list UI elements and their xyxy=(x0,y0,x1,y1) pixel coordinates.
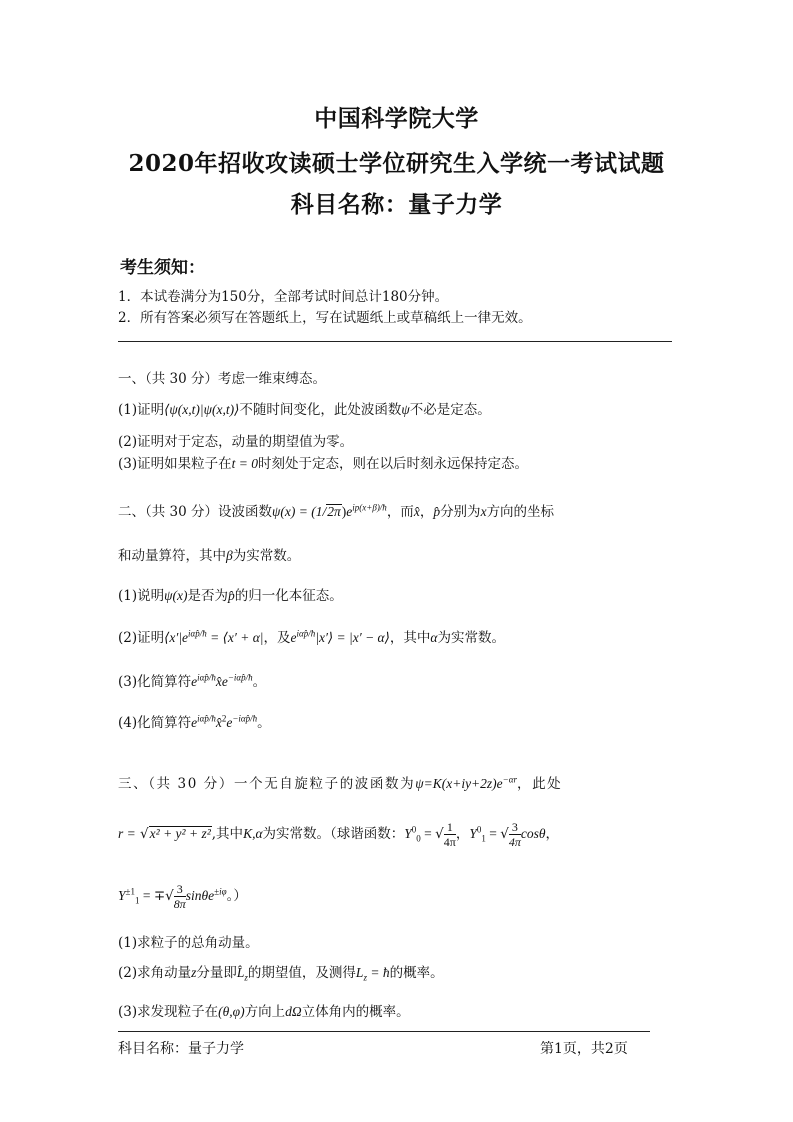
q2-p2-expr2: = ⟨x′ + α| xyxy=(206,630,264,645)
q3-psi-expr: ψ=K(x+iy+2z)e xyxy=(415,776,503,791)
q2-p1-phat: p̂ xyxy=(228,588,235,603)
q3-Y1pm-frac xyxy=(174,882,186,911)
q2-p3-mid: x̂e xyxy=(215,674,228,689)
q1-p3-a: (3)证明如果粒子在 xyxy=(118,456,232,472)
q3-psi-sup: −αr xyxy=(502,774,517,785)
q3-p3-b: 方向上 xyxy=(244,1004,286,1020)
q3-Y00-sup: 0 xyxy=(411,824,417,835)
q2-part3 xyxy=(118,670,266,690)
q3-Y00-frac xyxy=(444,820,456,849)
q2-p2-expr4: |x′⟩ = |x′ − α⟩ xyxy=(315,630,390,645)
divider xyxy=(118,341,672,342)
q2-p1-psi: ψ(x) xyxy=(164,588,188,603)
q2-p4-a: (4)化简算符 xyxy=(118,715,192,731)
q2-part1 xyxy=(118,584,343,604)
footer-page-number: 第1页，共2页 xyxy=(540,1041,628,1057)
q3-line3-end: 。） xyxy=(226,888,247,904)
q2-p4-s2: −iαp̂/ħ xyxy=(232,713,258,724)
q2-intro-line2-a: 和动量算符，其中 xyxy=(118,548,226,564)
q3-K-alpha: K,α xyxy=(243,826,263,841)
q2-p2-expr1: ⟨x′|e xyxy=(164,630,189,645)
subject-title: 科目名称：量子力学 xyxy=(290,191,503,218)
q3-Y10-sup: 0 xyxy=(476,824,482,835)
q2-p1-b: 是否为 xyxy=(187,588,228,604)
q3-Y10-den: 4π xyxy=(508,835,521,849)
q3-Y1pm-tail-sup: ±iφ xyxy=(214,886,227,897)
q3-p2-a: (2)求角动量 xyxy=(118,965,192,981)
q1-p3-expr: t = 0 xyxy=(231,456,258,471)
q2-p3-a: (3)化简算符 xyxy=(118,674,192,690)
q2-intro-line1 xyxy=(118,500,554,520)
university-title: 中国科学院大学 xyxy=(314,105,479,132)
q2-p4-sq: 2 xyxy=(221,713,227,724)
q2-p2-sup1: iαp̂/ħ xyxy=(188,628,207,639)
q1-intro: 一、（共 30 分）考虑一维束缚态。 xyxy=(118,371,327,387)
q3-p2-c: 的期望值，及测得 xyxy=(247,965,356,981)
q1-p1-expr: ⟨ψ(x,t)|ψ(x,t)⟩ xyxy=(164,402,240,417)
q2-intro-d: 方向的坐标 xyxy=(486,504,555,520)
q2-p4-mid: x̂ xyxy=(215,715,222,730)
q2-intro-b: ，而 xyxy=(386,504,414,520)
q3-Y1pm-den: 8π xyxy=(173,897,186,911)
footer-divider xyxy=(118,1031,650,1032)
q3-line2-b: 为实常数。（球谐函数： xyxy=(262,826,405,842)
q3-p2-z: z xyxy=(191,965,197,980)
q2-sqrt: 2π xyxy=(327,504,341,519)
q2-p3-b: 。 xyxy=(252,674,267,690)
q2-p2-expr3: e xyxy=(290,630,297,645)
q3-p2-L-sub: z xyxy=(363,972,367,983)
q2-p4-b: 。 xyxy=(257,715,271,731)
q3-p2-d: 的概率。 xyxy=(389,965,444,981)
q3-p2-Lz-sub: z xyxy=(244,972,248,983)
q2-beta: β xyxy=(226,548,233,563)
q3-Y1pm-sub: 1 xyxy=(134,895,140,906)
q2-p1-c: 的归一化本征态。 xyxy=(234,588,343,604)
q3-p3-dOmega: dΩ xyxy=(285,1004,302,1019)
q3-Y10-sub: 1 xyxy=(481,833,486,844)
q3-part2 xyxy=(118,961,444,981)
q3-Y1pm-sup: ±1 xyxy=(125,886,135,897)
q3-line2-a: ,其中 xyxy=(211,826,244,842)
q3-p2-L: L xyxy=(355,965,364,980)
q3-r-expr: r = xyxy=(118,826,136,841)
q1-p3-b: 时刻处于定态，则在以后时刻永远保持定态。 xyxy=(258,456,528,472)
q3-comma: ， xyxy=(455,826,470,842)
notice-item-1: 1．本试卷满分为150分，全部考试时间总计180分钟。 xyxy=(118,289,449,305)
q2-p2-sup3: iαp̂/ħ xyxy=(296,628,316,639)
q1-p1-a: (1)证明 xyxy=(118,402,165,418)
q3-intro-line1 xyxy=(118,772,562,792)
q3-Y00-den: 4π xyxy=(443,835,456,849)
q1-p1-b: 不随时间变化，此处波函数 xyxy=(239,402,402,418)
q2-p2-d: 为实常数。 xyxy=(437,630,505,646)
q2-p2-b: ，及 xyxy=(263,630,291,646)
q1-part3 xyxy=(118,452,528,472)
q3-Y10-num: 3 xyxy=(509,820,521,835)
q2-p4-e1: e xyxy=(191,715,198,730)
q3-intro-a: 三、（共 30 分）一个无自旋粒子的波函数为 xyxy=(118,776,416,792)
exam-title: 2020年招收攻读硕士学位研究生入学统一考试试题 xyxy=(128,150,665,177)
q2-p3-s1: iαp̂/ħ xyxy=(197,672,216,683)
q3-p2-b: 分量即 xyxy=(196,965,237,981)
q3-intro-b: ，此处 xyxy=(516,776,563,792)
q3-line2-end: ， xyxy=(545,826,559,842)
q1-p1-psi: ψ xyxy=(401,402,410,417)
q1-part2: (2)证明对于定态，动量的期望值为零。 xyxy=(118,434,354,450)
q3-eq-1: = xyxy=(420,826,436,841)
q2-p3-s2: −iαp̂/ħ xyxy=(227,672,253,683)
q3-intro-line3: $Y^{\pm 1}_1$ = ∓√ $\frac{3}{8\pi}$ sinθe$^{\pm i\varphi}$。） xyxy=(118,882,247,911)
q2-p3-e1: e xyxy=(191,674,198,689)
q3-Y10-tail: cosθ xyxy=(520,826,546,841)
q2-p4-e2: e xyxy=(226,715,233,730)
q3-p3-c: 立体角内的概率。 xyxy=(301,1004,410,1020)
q3-Y10-frac xyxy=(509,820,521,849)
q3-intro-line2: r = √x² + y² + z²,其中K,α为实常数。（球谐函数：$Y^0_0$ = √ $\frac{1}{4\pi}$ ，$Y^0_1$ = √ $\frac{3}{4\pi}$ cosθ， xyxy=(118,820,559,849)
q2-part2 xyxy=(118,626,505,646)
q3-part1: (1)求粒子的总角动量。 xyxy=(118,935,259,951)
q2-intro-line2-b: 为实常数。 xyxy=(232,548,301,564)
q1-p1-c: 不必是定态。 xyxy=(409,402,491,418)
q2-p1-a: (1)说明 xyxy=(118,588,165,604)
q2-exp-base: e xyxy=(346,504,353,519)
q3-part3 xyxy=(118,1000,410,1020)
q3-r-sqrt: x² + y² + z² xyxy=(149,826,211,841)
q2-exp-sup: ip(x+β)/ħ xyxy=(352,502,387,513)
q3-Y1pm-eq: = ∓ xyxy=(139,888,166,903)
q2-intro-a: 二、（共 30 分）设波函数 xyxy=(118,504,273,520)
notice-item-2: 2．所有答案必须写在答题纸上，写在试题纸上或草稿纸上一律无效。 xyxy=(118,310,532,326)
q3-Y1pm-num: 3 xyxy=(174,882,186,897)
q3-Y00: Y xyxy=(404,826,412,841)
q2-p4-s1: iαp̂/ħ xyxy=(197,713,216,724)
q3-p3-a: (3)求发现粒子在 xyxy=(118,1004,219,1020)
q2-p2-alpha: α xyxy=(430,630,438,645)
q2-psi-lhs: ψ(x) = (1/ xyxy=(272,504,327,519)
q2-part4 xyxy=(118,711,271,731)
q3-p2-Lz: L̂ xyxy=(236,965,245,980)
q1-part1 xyxy=(118,398,491,418)
q3-Y1pm: Y xyxy=(118,888,126,903)
q2-intro-line2 xyxy=(118,544,300,564)
q2-p2-a: (2)证明 xyxy=(118,630,165,646)
q3-p2-eq: = ħ xyxy=(366,965,390,980)
q2-p2-c: ，其中 xyxy=(389,630,431,646)
q3-Y10: Y xyxy=(469,826,477,841)
notice-heading: 考生须知： xyxy=(120,258,205,278)
q3-Y00-sub: 0 xyxy=(416,833,421,844)
q3-eq-2: = xyxy=(485,826,501,841)
q2-x-var: x xyxy=(480,504,487,519)
q3-p3-angles: (θ,φ) xyxy=(218,1004,245,1019)
q2-paren: ) xyxy=(341,504,347,519)
q2-sep: ， xyxy=(419,504,434,520)
q2-xhat: x̂ xyxy=(413,504,420,519)
footer-subject: 科目名称：量子力学 xyxy=(118,1041,244,1057)
q3-Y1pm-tail: sinθe xyxy=(185,888,215,903)
q2-intro-c: 分别为 xyxy=(440,504,481,520)
q2-phat: p̂ xyxy=(433,504,441,519)
q3-Y00-num: 1 xyxy=(444,820,456,835)
